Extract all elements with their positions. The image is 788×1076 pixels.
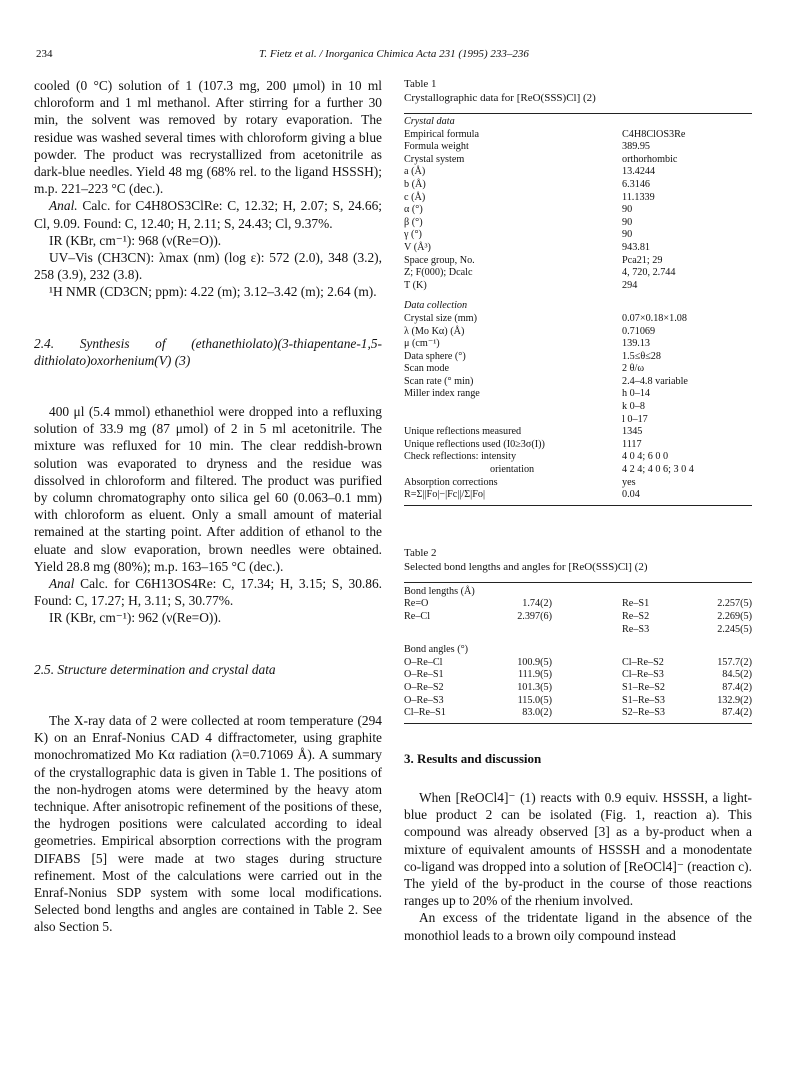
bond-label: S1–Re–S2 [622, 681, 666, 693]
bond-label [404, 624, 494, 637]
table-2 [404, 546, 752, 724]
table-cell-value: 1117 [622, 438, 642, 450]
anal-label: Anal. [49, 198, 78, 214]
table-1-label: Table 1 [404, 78, 437, 90]
table-row [404, 114, 752, 129]
spacer [552, 624, 622, 637]
table-row [404, 695, 752, 708]
spacer [552, 682, 622, 695]
table-cell-label: a (Å) [404, 166, 426, 178]
analysis-3 [34, 575, 382, 609]
bond-value [494, 624, 552, 637]
table-row [404, 669, 752, 682]
table-1-group-crystal-data: Crystal data [404, 116, 455, 127]
table-cell-label: Data sphere (°) [404, 350, 466, 362]
table-cell-label: Space group, No. [404, 254, 475, 266]
table-cell-label [404, 414, 616, 427]
table-cell-label: Scan rate (° min) [404, 375, 474, 387]
table-cell-value: 139.13 [622, 338, 651, 350]
table-cell-label: Miller index range [404, 388, 480, 400]
table-2-caption: Selected bond lengths and angles for [ReO(SSS)Cl] (2) [404, 560, 648, 573]
bond-label: O–Re–S1 [404, 669, 444, 681]
table-1-group-data-collection: Data collection [404, 300, 468, 312]
bond-value: 157.7(2) [717, 656, 752, 668]
bond-label: Re–S2 [622, 611, 650, 622]
table-cell-value: Pca21; 29 [622, 254, 663, 266]
table-cell-value: 90 [622, 216, 633, 228]
table-cell-label: β (°) [404, 216, 423, 228]
table-row [404, 414, 752, 427]
table-row [404, 657, 752, 670]
table-row [404, 141, 752, 154]
table-row [404, 179, 752, 192]
table-cell-label: Empirical formula [404, 128, 479, 140]
table-cell-label: R=Σ||Fo|−|Fc||/Σ|Fo| [404, 489, 485, 501]
table-cell-value: 0.71069 [622, 325, 656, 337]
table-cell-label: Scan mode [404, 363, 449, 375]
table-row [404, 363, 752, 376]
table-cell-value: 943.81 [622, 241, 651, 253]
table-row [404, 489, 752, 502]
table-cell-value: 4 2 4; 4 0 6; 3 0 4 [622, 464, 694, 476]
bond-value: 100.9(5) [517, 656, 552, 668]
paragraph-results-1: When [ReOCl4]⁻ (1) reacts with 0.9 equiv. HSSSH, a light-blue product 2 can be isolated (Fig. 1, reaction a). This compound was already observed [3] as a by-product when a mixture of equivalent amounts of HSSSH and a monodentate co-ligand was dropped into a solution of [ReOCl4]⁻ (reaction c). The yield of the by-product in the course of those reactions ranges up to 20% of the rhenium involved. [404, 789, 752, 909]
section-3-heading: 3. Results and discussion [404, 750, 542, 766]
table-row [404, 583, 752, 599]
uvvis-2: UV–Vis (CH3CN): λmax (nm) (log ε): 572 (2.0), 348 (3.2), 258 (3.9), 232 (3.8). [34, 250, 382, 283]
table-row [404, 624, 752, 637]
bond-label: Cl–Re–S3 [622, 669, 664, 681]
table-row [404, 707, 752, 720]
table-cell-value: 4 0 4; 6 0 0 [622, 451, 669, 463]
table-cell-label: Z; F(000); Dcalc [404, 267, 473, 279]
anal-label-3: Anal [49, 576, 75, 592]
bond-value: 1.74(2) [522, 598, 552, 610]
bond-label: Re–S1 [622, 598, 650, 610]
table-cell-label: Crystal size (mm) [404, 312, 477, 324]
table-cell-value: yes [622, 476, 636, 488]
table-cell-label: c (Å) [404, 191, 426, 203]
bond-value: 2.269(5) [717, 611, 752, 622]
table-row [404, 255, 752, 268]
table-cell-label: μ (cm⁻¹) [404, 338, 440, 350]
analysis-2 [34, 197, 382, 231]
table-row [404, 129, 752, 142]
table-cell-label: α (°) [404, 204, 423, 216]
analysis-3-text: Calc. for C6H13OS4Re: C, 17.34; H, 3.15; S, 30.86. Found: C, 17.27; H, 3.11; S, 30.77%. [34, 576, 382, 609]
ir-2: IR (KBr, cm⁻¹): 968 (ν(Re=O)). [49, 232, 222, 248]
table-cell-value: l 0–17 [622, 413, 648, 425]
table-row [404, 351, 752, 364]
nmr-2: ¹H NMR (CD3CN; ppm): 4.22 (m); 3.12–3.42 (m); 2.64 (m). [49, 284, 377, 300]
table-1-body [404, 114, 752, 502]
table-cell-value: 4, 720, 2.744 [622, 267, 676, 279]
table-cell-value: C4H8ClOS3Re [622, 128, 686, 140]
table-row [404, 267, 752, 280]
table-row [404, 376, 752, 389]
table-row [404, 292, 752, 313]
table-row [404, 439, 752, 452]
bond-label: O–Re–S3 [404, 694, 444, 706]
table-cell-value: 11.1339 [622, 191, 655, 203]
section-2-4-heading: 2.4. Synthesis of (ethanethiolato)(3-thiapentane-1,5-dithiolato)oxorhenium(V) (3) [34, 335, 382, 368]
table-cell-value: 2.4–4.8 variable [622, 375, 688, 387]
bond-value: 2.245(5) [717, 623, 752, 635]
table-2-group-bond-lengths: Bond lengths (Å) [404, 585, 475, 597]
table-row [404, 451, 752, 464]
table-row [404, 229, 752, 242]
bond-value: 132.9(2) [717, 694, 752, 706]
table-cell-value: 6.3146 [622, 178, 651, 190]
bond-label: Cl–Re–S1 [404, 707, 446, 719]
paragraph-synthesis-2-end: cooled (0 °C) solution of 1 (107.3 mg, 200 μmol) in 10 ml chloroform and 1 ml methanol. After stirring for a further 30 min, the solvent was removed by rotary evaporation. The residue was washed several times with chloroform giving a blue powder. The product was recrystallized from acetonitrile as dark-blue needles. Yield 48 mg (68% rel. to the ligand HSSSH); m.p. 221–223 °C (dec.). [34, 78, 382, 197]
table-cell-value: 13.4244 [622, 166, 656, 178]
bond-value: 2.257(5) [717, 598, 752, 610]
bond-label: O–Re–S2 [404, 681, 444, 693]
table-cell-value: 389.95 [622, 141, 651, 153]
table-row [404, 611, 752, 624]
table-row [404, 388, 752, 401]
table-row [404, 477, 752, 490]
bond-label: Re–Cl [404, 611, 431, 622]
right-column [404, 77, 752, 944]
table-cell-label: T (K) [404, 279, 427, 291]
table-row [404, 326, 752, 339]
page-number: 234 [36, 48, 53, 60]
table-cell-label: Unique reflections measured [404, 426, 522, 438]
table-row [404, 338, 752, 351]
table-cell-label: Crystal system [404, 153, 465, 165]
table-cell-label: Absorption corrections [404, 476, 498, 488]
bond-label: O–Re–Cl [404, 656, 443, 668]
spacer [552, 707, 622, 720]
table-row [404, 598, 752, 611]
table-cell-label: b (Å) [404, 178, 426, 190]
table-row [404, 682, 752, 695]
table-cell-value: 90 [622, 204, 633, 216]
table-row [404, 192, 752, 205]
analysis-2-text: Calc. for C4H8OS3ClRe: C, 12.32; H, 2.07; S, 24.66; Cl, 9.09. Found: C, 12.40; H, 2.11; S, 24.43; Cl, 9.37%. [34, 198, 382, 231]
table-cell-value: 294 [622, 279, 638, 291]
bond-value: 101.3(5) [517, 681, 552, 693]
table-row [404, 242, 752, 255]
bond-value: 111.9(5) [517, 669, 552, 681]
table-row [404, 280, 752, 293]
bond-value: 87.4(2) [722, 707, 752, 719]
table-cell-label [404, 401, 616, 414]
table-row [404, 401, 752, 414]
table-cell-value: 0.04 [622, 489, 640, 501]
paragraph-structure-determination: The X-ray data of 2 were collected at room temperature (294 K) on an Enraf-Nonius CAD 4 diffractometer, using graphite monochromatized Mo Kα radiation (λ=0.71069 Å). A summary of the crystallographic data is given in Table 1. The positions of the non-hydrogen atoms were determined by the heavy atom technique. After anisotropic refinement of the positions of these, the hydrogen positions were calculated according to ideal geometries. Empirical absorption corrections with the program DIFABS [5] were made at two stages during structure refinement. Most of the calculations were carried out in the Enraf-Nonius SDP system with some local modifications. Selected bond lengths and angles are contained in Table 2. See also Section 5. [34, 712, 382, 935]
bond-label: S2–Re–S3 [622, 707, 666, 719]
table-cell-value: 1.5≤θ≤28 [622, 350, 661, 362]
table-row [404, 154, 752, 167]
table-cell-value: h 0–14 [622, 388, 651, 400]
table-row [404, 217, 752, 230]
table-row [404, 166, 752, 179]
paragraph-results-2: An excess of the tridentate ligand in the absence of the monothiol leads to a brown oily compound instead [404, 910, 752, 943]
bond-label: Re=O [404, 598, 429, 610]
table-cell-value: 2 θ/ω [622, 363, 645, 375]
spacer [552, 611, 622, 624]
table-cell-value: orthorhombic [622, 153, 678, 165]
spacer [552, 657, 622, 670]
table-row [404, 426, 752, 439]
left-column [34, 77, 382, 936]
table-cell-label: Formula weight [404, 141, 469, 153]
bond-value: 83.0(2) [522, 707, 552, 719]
table-cell-value: k 0–8 [622, 401, 645, 413]
table-cell-label: Check reflections: intensity [404, 451, 517, 463]
table-1 [404, 77, 752, 506]
bond-value: 2.397(6) [517, 611, 552, 622]
table-1-caption: Crystallographic data for [ReO(SSS)Cl] (2) [404, 92, 596, 104]
spacer [552, 669, 622, 682]
table-cell-value: 1345 [622, 426, 643, 438]
bond-value: 115.0(5) [517, 694, 552, 706]
bond-label: Cl–Re–S2 [622, 656, 664, 668]
bond-value: 84.5(2) [722, 669, 752, 681]
table-row [404, 313, 752, 326]
bond-label: Re–S3 [622, 623, 650, 635]
table-2-label: Table 2 [404, 546, 437, 559]
table-2-body [404, 583, 752, 720]
bond-value: 87.4(2) [722, 681, 752, 693]
table-cell-label: orientation [490, 464, 535, 476]
ir-3: IR (KBr, cm⁻¹): 962 (ν(Re=O)). [49, 610, 222, 626]
running-title: T. Fietz et al. / Inorganica Chimica Acta 231 (1995) 233–236 [259, 48, 529, 60]
spacer [552, 598, 622, 611]
table-cell-value: 90 [622, 229, 633, 241]
table-cell-label: λ (Mo Kα) (Å) [404, 325, 465, 337]
table-row [404, 204, 752, 217]
table-row [404, 464, 752, 477]
bond-label: S1–Re–S3 [622, 694, 666, 706]
table-cell-label: Unique reflections used (I0≥3σ(I)) [404, 438, 545, 450]
table-cell-label: V (Å³) [404, 241, 431, 253]
table-cell-label: γ (°) [404, 229, 422, 241]
section-2-5-heading: 2.5. Structure determination and crystal data [34, 661, 276, 677]
table-cell-value: 0.07×0.18×1.08 [622, 312, 687, 324]
spacer [552, 695, 622, 708]
paragraph-synthesis-3: 400 μl (5.4 mmol) ethanethiol were dropped into a refluxing solution of 33.9 mg (87 μmol) of 2 in 5 ml acetonitrile. The mixture was refluxed for 10 min. The clear reddish-brown solution was evaporated to dryness and the residue was dissolved in chloroform and filtered. The product was purified by column chromatography onto silica gel 60 (0.063–0.1 mm) with chloroform as eluent. Only a small amount of material remained at the starting point. After addition of ethanol to the eluate and slow evaporation, brown needles were obtained. Yield 28.8 mg (80%); m.p. 163–165 °C (dec.). [34, 404, 382, 574]
table-row [404, 636, 752, 657]
table-2-group-bond-angles: Bond angles (°) [404, 644, 469, 656]
